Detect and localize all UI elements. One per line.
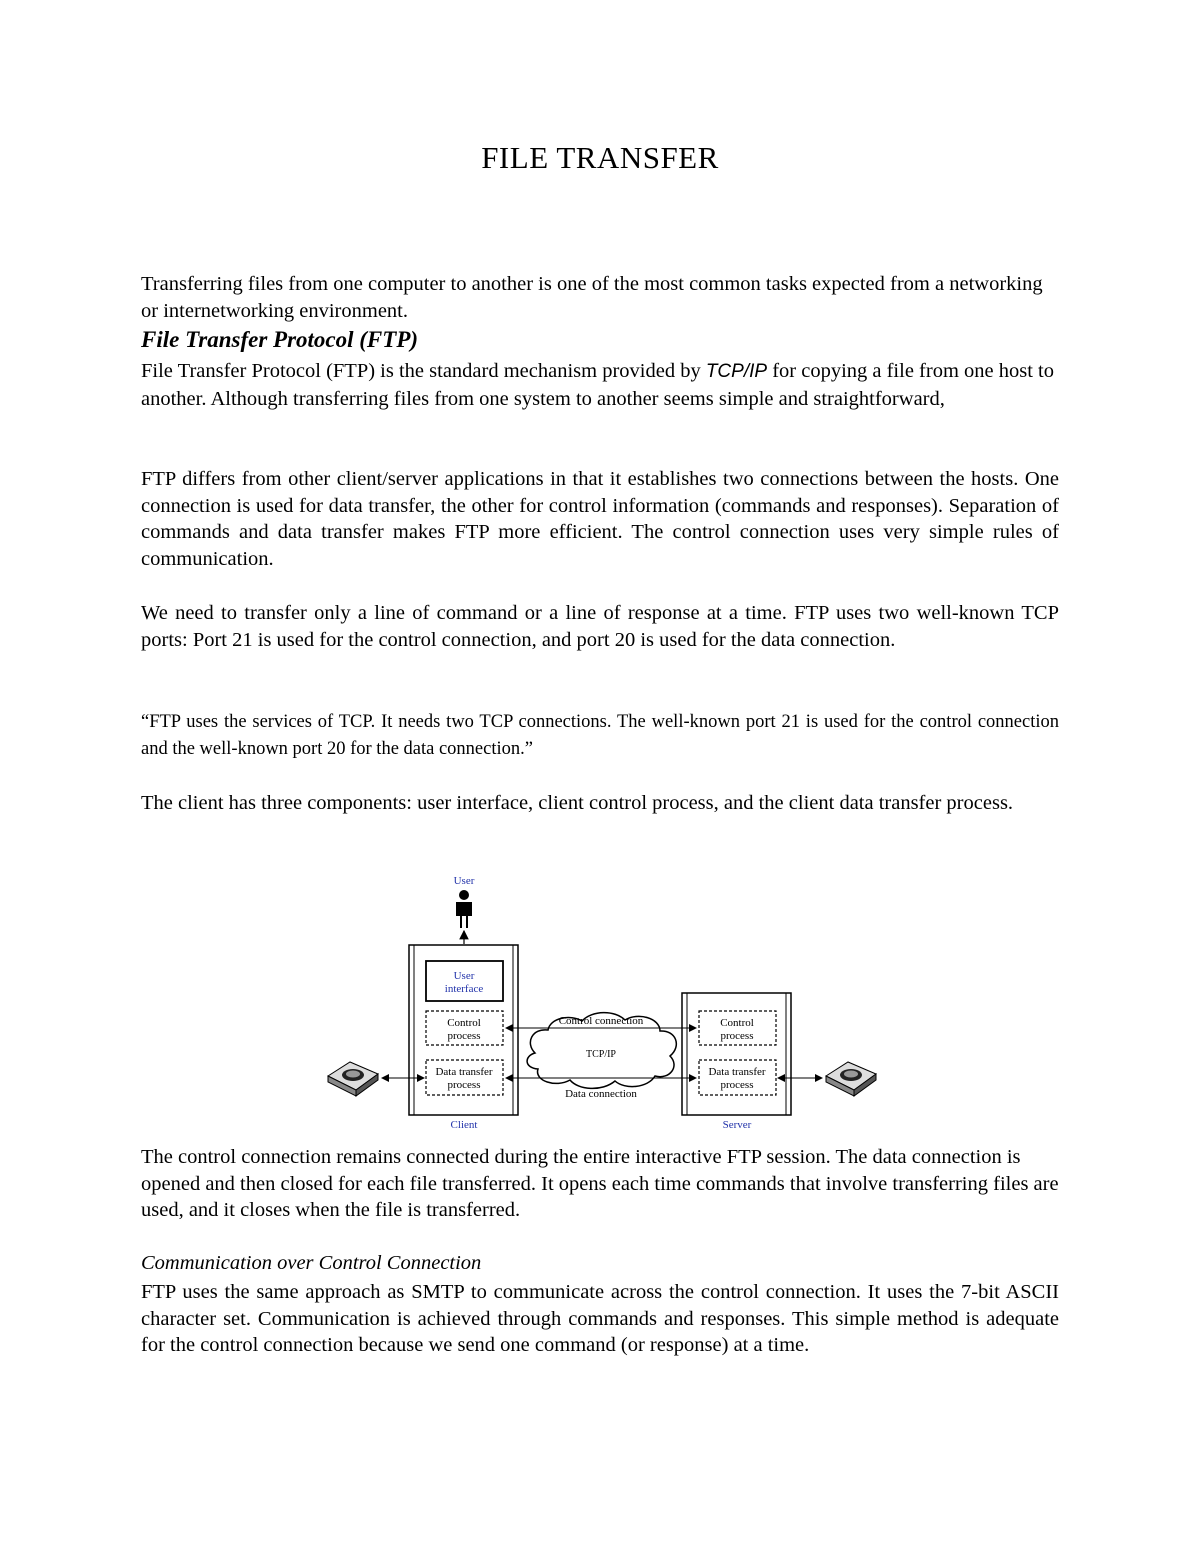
client-label: Client [450, 1119, 478, 1131]
ftp-diagram [320, 868, 890, 1133]
text-run: File Transfer Protocol (FTP) is the standard mechanism provided by [141, 360, 706, 382]
ftp-definition-paragraph [141, 358, 1059, 412]
tcpip-emphasis: TCP/IP [705, 361, 768, 382]
intro-paragraph: Transferring files from one computer to another is one of the most common tasks expected from a networking or internetworking environment. [141, 273, 1043, 322]
quote-paragraph: “FTP uses the services of TCP. It needs two TCP connections. The well-known port 21 is used for the control connection and the well-known port 20 for the data connection.” [141, 712, 1059, 759]
ftp-ports-paragraph: We need to transfer only a line of command or a line of response at a time. FTP uses two well-known TCP ports: Port 21 is used for the control connection, and port 20 is used for the data connection. [141, 602, 1059, 651]
subheading-communication: Communication over Control Connection [141, 1252, 482, 1274]
ftp-connections-paragraph: FTP differs from other client/server applications in that it establishes two connections between the hosts. One connection is used for data transfer, the other for control information (commands and responses). Separation of commands and data transfer makes FTP more efficient. The control connection uses very simple rules of communication. [141, 468, 1059, 570]
control-connection-paragraph: The control connection remains connected during the entire interactive FTP session. The data connection is opened and then closed for each file transferred. It opens each time commands that involve transferring files are used, and it closes when the file is transferred. [141, 1146, 1059, 1221]
client-disk-icon [328, 1062, 378, 1096]
client-control-label-1: Control [447, 1017, 481, 1029]
text-run: for copying a file from one host to another. Although transferring files from one system to another seems simple and straightforward, [141, 360, 1054, 410]
user-figure-icon [456, 890, 472, 928]
communication-paragraph: FTP uses the same approach as SMTP to communicate across the control connection. It uses the 7-bit ASCII character set. Communication is achieved through commands and responses. This simple method is adequate for the control connection because we send one command (or response) at a time. [141, 1281, 1059, 1356]
page-title: FILE TRANSFER [481, 140, 719, 175]
server-control-label-2: process [720, 1030, 754, 1042]
user-interface-label-2: interface [444, 983, 484, 995]
server-label: Server [722, 1119, 752, 1131]
section-heading-ftp: File Transfer Protocol (FTP) [141, 327, 419, 352]
data-connection-label: Data connection [565, 1088, 637, 1100]
client-data-label-1: Data transfer [435, 1066, 493, 1078]
server-control-label-1: Control [720, 1017, 754, 1029]
client-control-label-2: process [447, 1030, 481, 1042]
server-data-label-1: Data transfer [708, 1066, 766, 1078]
user-interface-label-1: User [453, 970, 475, 982]
cloud-label: TCP/IP [585, 1049, 617, 1060]
server-data-label-2: process [720, 1079, 754, 1091]
client-components-paragraph: The client has three components: user interface, client control process, and the client data transfer process. [141, 792, 1014, 814]
client-data-label-2: process [447, 1079, 481, 1091]
server-disk-icon [826, 1062, 876, 1096]
user-label: User [453, 875, 475, 887]
control-connection-label: Control connection [558, 1015, 644, 1027]
